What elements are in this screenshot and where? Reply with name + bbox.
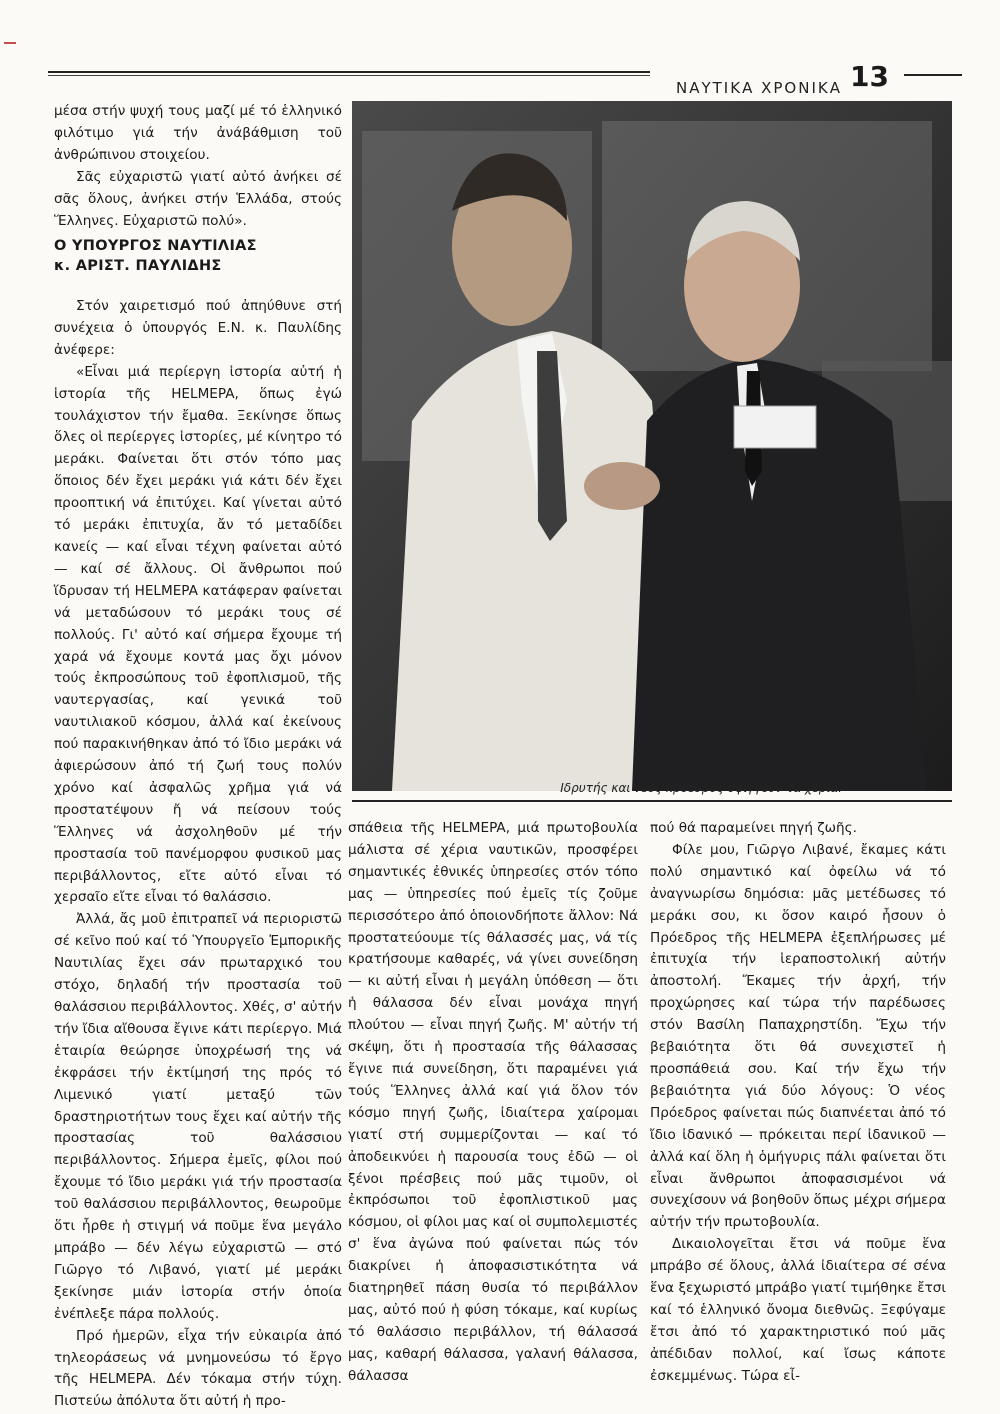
paragraph: Πρό ἡμερῶν, εἶχα τήν εὐκαιρία ἀπό τηλεοράσεως νά μνημονεύσω τό ἔργο τῆς HELMEPA. Δέν τόκαμα στήν τύχη. Πιστεύω ἀπόλυτα ὅτι αὐτή ἡ προ- [54, 1327, 342, 1410]
paragraph: σπάθεια τῆς HELMEPA, μιά πρωτοβουλία μάλιστα σέ χέρια ναυτικῶν, προσφέρει σημαντικές ἐθνικές ὑπηρεσίες στόν τόπο μας — ὑπηρεσίες πού ἐμεῖς τίς ζοῦμε περισσότερο ἀπό ὁποιονδήποτε ἄλλον: Νά προστατεύουμε τίς θάλασσές μας, νά τίς κρατήσουμε καθαρές, νά γίνει συνείδηση — κι αὐτή εἶναι ἡ μεγάλη ὑπόθεση — ὅτι ἡ θάλασσα δέν εἶναι μονάχα πηγή πλούτου — εἶναι πηγή ζωῆς. Μ' αὐτήν τή σκέψη, ὅτι ἡ προστασία τῆς θάλασσας ἔγινε πιά συνείδηση, ὅτι παραμένει γιά τούς Ἕλληνες ἀλλά καί γιά ὅλον τόν κόσμο πηγή ζωῆς, ἰδιαίτερα χαίρομαι γιατί στή συμμερίζονται — καί τό ἀποδεικνύει ἡ παρουσία τους ἐδῶ — οἱ ξένοι πρέσβεις πού μᾶς τιμοῦν, οἱ ἐκπρόσωποι τοῦ ἐφοπλιστικοῦ μας κόσμου, οἱ φίλοι μας καί οἱ συμπολεμιστές σ' ἕνα ἀγώνα πού φαίνεται πώς τόν διακρίνει ἡ ἀποφασιστικότητα νά διατηρηθεῖ πάση θυσία τό περιβάλλον μας, αὐτό πού ἡ φύση τόκαμε, καί κυρίως τό θαλάσσιο περιβάλλον, τή θάλασσά μας, καθαρή θάλασσα, γαλανή θάλασσα, θάλασσα [348, 820, 638, 1384]
paragraph: «Εἶναι μιά περίεργη ἱστορία αὐτή ἡ ἱστορία τῆς HELMEPA, ὅπως ἐγώ τουλάχιστον τήν ἔμαθα. Ξεκίνησε ὅπως ὅλες οἱ περίεργες ἱστορίες, μέ κίνητρο τό μεράκι. Φαίνεται ὅτι στόν τόπο μας ὅποιος δέν ἔχει μεράκι γιά κάτι δέν ἔχει προοπτική νά ἐπιτύχει. Καί γίνεται αὐτό τό μεράκι ἐπιτυχία, ἄν τό μεταδίδει κανείς — καί εἶναι τέχνη φαίνεται αὐτό — καί σέ ἄλλους. Οἱ ἄνθρωποι πού ἵδρυσαν τή HELMEPA κατάφεραν φαίνεται νά μεταδώσουν τό μεράκι τους σέ πολλούς. Γι' αὐτό καί σήμερα ἔχουμε τή χαρά νά ἔχουμε κοντά μας ὄχι μόνον τούς ἐκπροσώπους τοῦ ἐφοπλισμοῦ, τῆς ναυτεργασίας, καί γενικά τοῦ ναυτιλιακοῦ κόσμου, ἀλλά καί ἐκείνους πού παρακινήθηκαν ἀπό τό ἴδιο μεράκι νά ἀφιερώσουν ἀπό τή ζωή τους πολύν χρόνο καί ἀσφαλῶς χρῆμα γιά νά προστατέψουν ἤ νά πείσουν τούς Ἕλληνες νά ἀσχοληθοῦν μέ τήν προστασία τοῦ πανέμορφου φυσικοῦ μας περιβάλλοντος, εἴτε αὐτό εἶναι τό χερσαῖο εἴτε εἶναι τό θαλάσσιο. [54, 363, 342, 906]
column-1 [54, 296, 342, 1413]
photo-caption: Ιδρυτής και νέος πρόεδρος σφίγγουν τα χέρια. [560, 781, 842, 795]
paragraph: Δικαιολογεῖται ἔτσι νά ποῦμε ἕνα μπράβο σέ ὅλους, ἀλλά ἰδιαίτερα σέ σένα ἕνα ξεχωριστό μπράβο γιατί τιμήθηκε ἔτσι καί τό ἑλληνικό ὄνομα διεθνῶς. Ξεφύγαμε ἔτσι ἀπό τό χαρακτηριστικό πού μᾶς ἀπέδιδαν πολλοί, καί ἴσως κάποτε ἐσκεμμένως. Τώρα εἶ- [650, 1236, 946, 1384]
column-3 [650, 818, 946, 1388]
photograph [352, 101, 952, 791]
magazine-title: ΝΑΥΤΙΚΑ ΧΡΟΝΙΚΑ [676, 79, 842, 97]
photo-illustration [352, 101, 952, 791]
header-rule-right [904, 74, 962, 76]
header-rule [48, 71, 650, 73]
intro-text [54, 101, 342, 232]
margin-mark [4, 42, 16, 44]
caption-rule [352, 800, 952, 802]
paragraph: Φίλε μου, Γιῶργο Λιβανέ, ἔκαμες κάτι πολύ σημαντικό καί ὀφείλω νά τό ἀναγνωρίσω δημόσια: μᾶς μετέδωσες τό μεράκι σου, κι ὅσον καιρό ἦσουν ὁ Πρόεδρος τῆς HELMEPA ἐξεπλήρωσες μέ ἐπιτυχία τήν ἱεραποστολική αὐτήν ἀποστολή. Ἔκαμες τήν ἀρχή, τήν προχώρησες καί τώρα τήν παρέδωσες στόν Βασίλη Παπαχρηστίδη. Ἔχω τήν βεβαιότητα ὅτι θά συνεχιστεῖ ἡ προσπάθειά σου. Καί τήν ἔχω τήν βεβαιότητα γιά δύο λόγους: Ὁ νέος Πρόεδρος φαίνεται πώς διαπνέεται ἀπό τό ἴδιο ἰδανικό — πρόκειται περί ἰδανικοῦ — ἀλλά καί ὅλη ἡ ὁμήγυρις πάλι φαίνεται ὅτι εἶναι ἄνθρωποι ἀποφασισμένοι νά συνεχίσουν νά βοηθοῦν ὅπως μέχρι σήμερα αὐτήν τήν πρωτοβουλία. [650, 841, 946, 1231]
heading-line: κ. ΑΡΙΣΤ. ΠΑΥΛΙΔΗΣ [54, 258, 222, 274]
paragraph: Στόν χαιρετισμό πού ἀπηύθυνε στή συνέχεια ὁ ὑπουργός Ε.Ν. κ. Παυλίδης ἀνέφερε: [54, 298, 342, 358]
paragraph: μέσα στήν ψυχή τους μαζί μέ τό ἑλληνικό φιλότιμο γιά τήν ἀνάβάθμιση τοῦ ἀνθρώπινου στοιχείου. [54, 103, 342, 163]
column-2 [348, 818, 638, 1388]
heading-line: Ο ΥΠΟΥΡΓΟΣ ΝΑΥΤΙΛΙΑΣ [54, 238, 257, 254]
section-heading [54, 236, 344, 276]
paragraph: Ἀλλά, ἄς μοῦ ἐπιτραπεῖ νά περιοριστῶ σέ κεῖνο πού καί τό Ὑπουργεῖο Ἐμπορικῆς Ναυτιλίας ἔχει σάν πρωταρχικό του στόχο, δηλαδή τήν προστασία τοῦ θαλάσσιου περιβάλλοντος. Χθές, σ' αὐτήν τήν ἴδια αἴθουσα ἔγινε κάτι περίεργο. Μιά ἑταιρία θεώρησε ὑποχρέωσή της νά ἐκφράσει τήν ἐκτίμησή της πρός τό Λιμενικό γιατί μεταξύ τῶν δραστηριοτήτων τους ἔχει καί αὐτήν τῆς προστασίας τοῦ θαλάσσιου περιβάλλοντος. Σήμερα ἐμεῖς, φίλοι πού ἔχουμε τό ἴδιο μεράκι γιά τήν προστασία τοῦ θαλάσσιου περιβάλλοντος, θεωροῦμε ὅτι ἦρθε ἡ στιγμή νά ποῦμε ἕνα μεγάλο μπράβο — δέν λέγω εὐχαριστῶ — στό Γιῶργο τό Λιβανό, γιατί μέ μεράκι ξεκίνησε μιάν ἱστορία στήν ὁποία ἐνέπλεξε πάρα πολλούς. [54, 911, 342, 1322]
paragraph: πού θά παραμείνει πηγή ζωῆς. [650, 820, 857, 836]
page-number: 13 [850, 60, 889, 93]
paragraph: Σᾶς εὐχαριστῶ γιατί αὐτό ἀνήκει σέ σᾶς ὅλους, ἀνήκει στήν Ἑλλάδα, στούς Ἕλληνες. Εὐχαριστῶ πολύ». [54, 168, 342, 229]
header-rule-thin [48, 75, 650, 76]
